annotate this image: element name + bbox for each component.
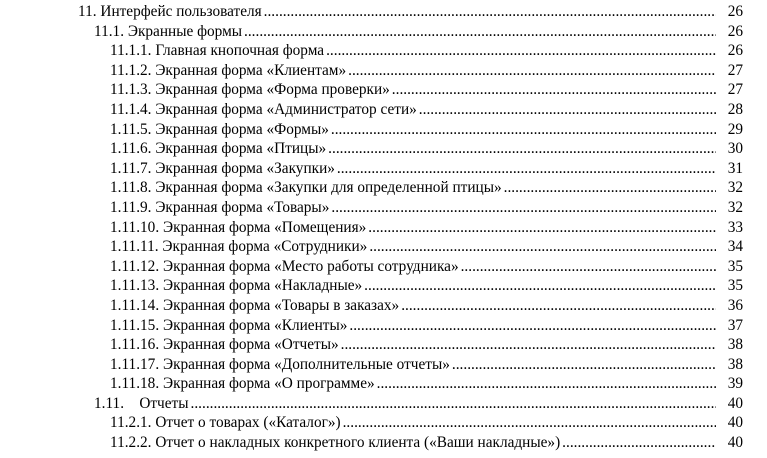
toc-entry-11-1[interactable] [0, 22, 767, 42]
toc-page-number: 35 [727, 277, 743, 295]
toc-entry-text: Экранная форма «Закупки для определенной птицы» [155, 179, 502, 197]
toc-entry-text: Экранная форма «Администратор сети» [155, 100, 417, 118]
toc-page-number: 26 [727, 22, 743, 40]
toc-entry-number: 11.2.2. [110, 434, 152, 452]
toc-page-number: 31 [727, 159, 743, 177]
toc-entry-number: 1.11.10. [110, 218, 160, 236]
toc-entry-1-11[interactable] [0, 394, 767, 414]
toc-entry-title [110, 198, 330, 218]
toc-entry-number: 1.11.11. [110, 238, 159, 256]
toc-entry-text: Отчет о товарах («Каталог») [155, 414, 341, 432]
toc-page-number: 27 [727, 61, 743, 79]
toc-entry-1-11-11[interactable] [0, 237, 767, 257]
toc-entry-title [110, 100, 418, 120]
toc-entry-number: 1.11.18. [110, 375, 160, 393]
toc-entry-1-11-14[interactable] [0, 296, 767, 316]
toc-entry-title [110, 413, 342, 433]
toc-entry-number: 1.11.15. [110, 316, 160, 334]
toc-entry-number: 11.1.3. [110, 81, 152, 99]
toc-entry-number: 11.1.1. [110, 42, 152, 60]
toc-dot-leader [562, 433, 716, 453]
toc-page-number: 28 [727, 100, 743, 118]
toc-entry-text: Экранные формы [127, 22, 243, 40]
toc-entry-title [110, 61, 347, 81]
toc-entry-number: 1.11.8. [110, 179, 152, 197]
toc-entry-title [110, 159, 336, 179]
toc-entry-number: 1.11.12. [110, 257, 160, 275]
toc-dot-leader [264, 2, 716, 22]
table-of-contents [0, 2, 767, 453]
toc-page-number: 36 [727, 296, 743, 314]
toc-page-number: 40 [727, 414, 743, 432]
toc-entry-text: Экранная форма «Место работы сотрудника» [162, 257, 459, 275]
toc-entry-number: 1.11.7. [110, 159, 152, 177]
toc-entry-number: 1.11.6. [110, 140, 152, 158]
toc-dot-leader [419, 100, 716, 120]
toc-entry-11-1-4[interactable] [0, 100, 767, 120]
toc-entry-title [110, 237, 368, 257]
toc-entry-number: 1.11.9. [110, 198, 152, 216]
toc-dot-leader [504, 178, 716, 198]
toc-dot-leader [337, 159, 716, 179]
toc-entry-text: Экранная форма «Клиенты» [162, 316, 348, 334]
toc-entry-text: Интерфейс пользователя [100, 3, 262, 20]
toc-entry-title [110, 139, 327, 159]
toc-page-number: 38 [727, 355, 743, 373]
toc-dot-leader [343, 413, 716, 433]
toc-entry-title [110, 218, 367, 238]
toc-entry-1-11-18[interactable] [0, 374, 767, 394]
toc-dot-leader [191, 394, 716, 414]
toc-entry-11-1-3[interactable] [0, 80, 767, 100]
toc-entry-number: 11. [78, 3, 97, 20]
toc-page-number: 30 [727, 140, 743, 158]
toc-entry-number: 1.11.16. [110, 336, 160, 354]
toc-entry-title [110, 374, 376, 394]
toc-entry-number: 11.2.1. [110, 414, 152, 432]
toc-page-number: 26 [727, 3, 743, 20]
toc-entry-title [110, 41, 325, 61]
toc-entry-1-11-8[interactable] [0, 178, 767, 198]
toc-dot-leader [369, 237, 716, 257]
toc-entry-1-11-5[interactable] [0, 120, 767, 140]
toc-entry-title [110, 433, 561, 453]
toc-entry-text: Экранная форма «Товары» [155, 198, 330, 216]
toc-entry-1-11-9[interactable] [0, 198, 767, 218]
toc-entry-text: Экранная форма «Дополнительные отчеты» [162, 355, 450, 373]
toc-entry-text: Отчет о накладных конкретного клиента («Ваши накладные») [155, 434, 561, 452]
toc-page-number: 38 [727, 336, 743, 354]
toc-entry-title [110, 355, 451, 375]
toc-dot-leader [392, 80, 716, 100]
toc-page-number: 34 [727, 238, 743, 256]
toc-entry-number: 1.11.5. [110, 120, 152, 138]
toc-entry-title [110, 257, 460, 277]
toc-entry-11-1-2[interactable] [0, 61, 767, 81]
toc-entry-text: Экранная форма «Отчеты» [162, 336, 339, 354]
toc-entry-title [110, 335, 340, 355]
toc-entry-title [110, 120, 330, 140]
toc-entry-1-11-15[interactable] [0, 316, 767, 336]
toc-entry-text: Экранная форма «Накладные» [162, 277, 363, 295]
toc-dot-leader [326, 41, 716, 61]
toc-entry-text: Экранная форма «Сотрудники» [162, 238, 368, 256]
toc-dot-leader [349, 316, 716, 336]
toc-entry-text: Экранная форма «Птицы» [155, 140, 327, 158]
toc-entry-text: Экранная форма «О программе» [162, 375, 375, 393]
toc-entry-title [94, 22, 243, 42]
toc-entry-1-11-16[interactable] [0, 335, 767, 355]
toc-page-number: 35 [727, 257, 743, 275]
toc-dot-leader [341, 335, 716, 355]
toc-entry-title [110, 296, 400, 316]
toc-page-number: 32 [727, 198, 743, 216]
toc-entry-number: 11.1.2. [110, 61, 152, 79]
toc-entry-11-2-1[interactable] [0, 413, 767, 433]
toc-page-number: 40 [727, 394, 743, 412]
toc-entry-number: 11.1. [94, 22, 125, 40]
toc-entry-number: 11.1.4. [110, 100, 152, 118]
toc-entry-title [94, 394, 190, 414]
toc-entry-text: Экранная форма «Форма проверки» [155, 81, 390, 99]
toc-entry-text: Главная кнопочная форма [155, 42, 325, 60]
toc-entry-number: 1.11.13. [110, 277, 160, 295]
toc-entry-text: Экранная форма «Закупки» [155, 159, 335, 177]
toc-entry-title [110, 80, 391, 100]
toc-entry-1-11-12[interactable] [0, 257, 767, 277]
toc-dot-leader [461, 257, 716, 277]
toc-entry-11[interactable] [0, 2, 767, 22]
toc-entry-text: Экранная форма «Формы» [155, 120, 329, 138]
toc-entry-text: Экранная форма «Клиентам» [155, 61, 347, 79]
toc-page-number: 40 [727, 434, 743, 452]
toc-dot-leader [244, 22, 716, 42]
toc-entry-title [110, 276, 363, 296]
toc-entry-text: Экранная форма «Помещения» [162, 218, 367, 236]
toc-dot-leader [452, 355, 716, 375]
toc-entry-text: Экранная форма «Товары в заказах» [162, 296, 400, 314]
toc-entry-title [78, 2, 263, 22]
toc-page-number: 39 [727, 375, 743, 393]
toc-dot-leader [328, 139, 716, 159]
toc-dot-leader [377, 374, 716, 394]
toc-entry-11-2-2[interactable] [0, 433, 767, 453]
toc-page-number: 26 [727, 42, 743, 60]
toc-entry-1-11-13[interactable] [0, 276, 767, 296]
toc-page-number: 29 [727, 120, 743, 138]
toc-entry-1-11-7[interactable] [0, 159, 767, 179]
toc-dot-leader [348, 61, 716, 81]
toc-dot-leader [368, 218, 716, 238]
toc-entry-1-11-10[interactable] [0, 218, 767, 238]
toc-entry-1-11-6[interactable] [0, 139, 767, 159]
toc-page-number: 33 [727, 218, 743, 236]
toc-page-number: 27 [727, 81, 743, 99]
toc-entry-title [110, 316, 348, 336]
toc-entry-number: 1.11. [94, 394, 125, 412]
toc-page-number: 37 [727, 316, 743, 334]
toc-page-number: 32 [727, 179, 743, 197]
toc-entry-number: 1.11.17. [110, 355, 160, 373]
toc-dot-leader [364, 276, 716, 296]
toc-entry-11-1-1[interactable] [0, 41, 767, 61]
toc-dot-leader [331, 120, 716, 140]
toc-entry-number: 1.11.14. [110, 296, 160, 314]
toc-entry-title [110, 178, 503, 198]
toc-entry-1-11-17[interactable] [0, 355, 767, 375]
toc-dot-leader [331, 198, 716, 218]
toc-entry-text: Отчеты [139, 394, 189, 412]
toc-dot-leader [401, 296, 716, 316]
